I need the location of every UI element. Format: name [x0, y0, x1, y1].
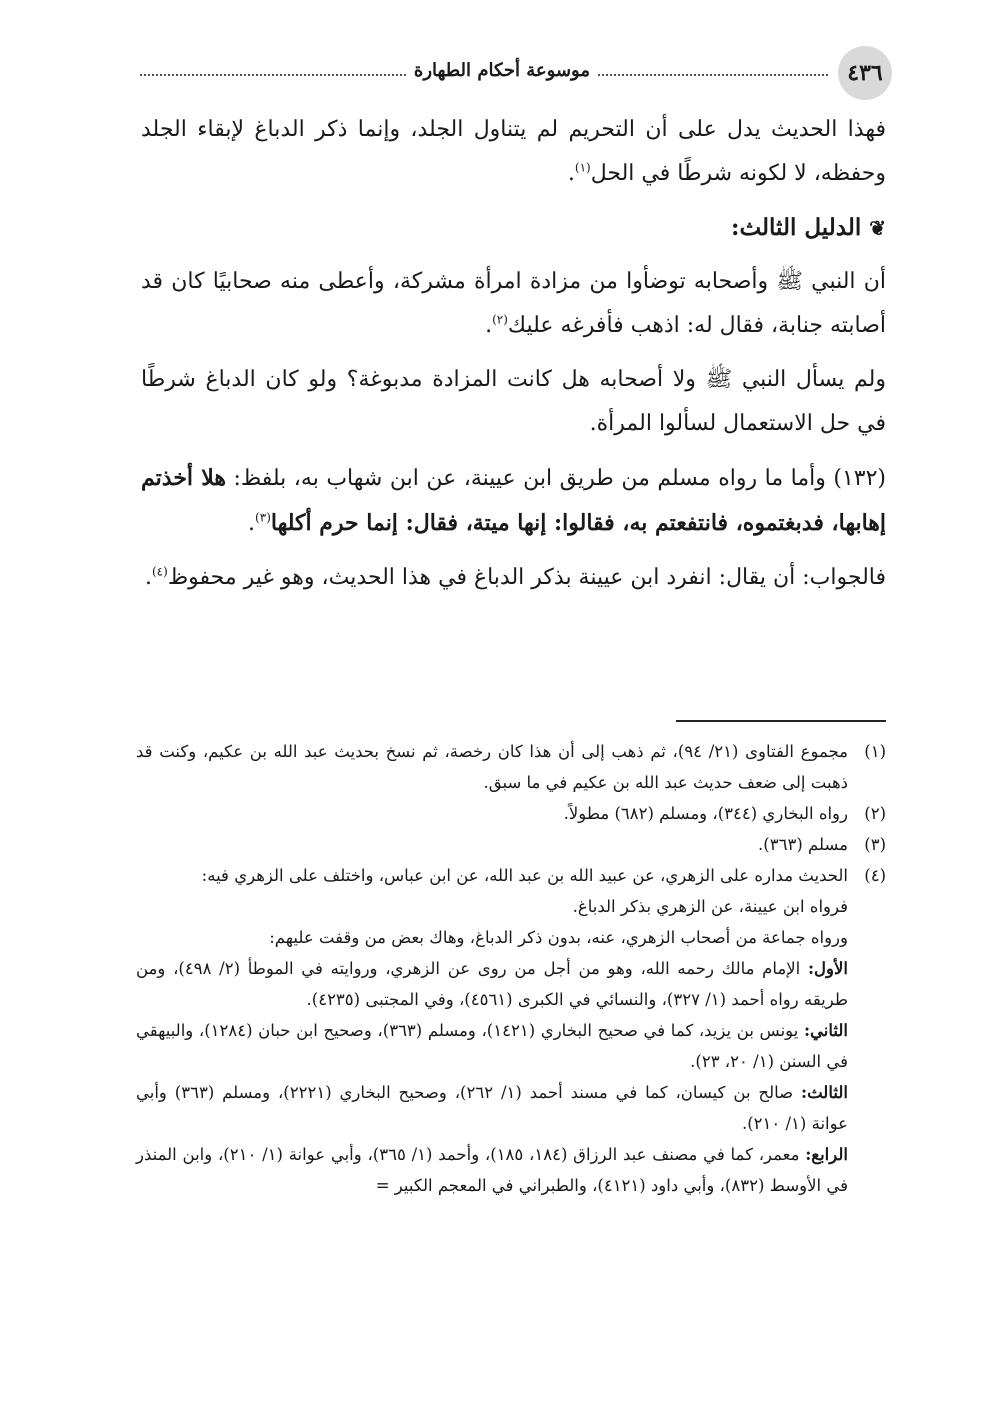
main-text: [141, 108, 886, 610]
footnote-number: (٢): [864, 804, 886, 823]
footnote-4-line-1: الحديث مداره على الزهري، عن عبيد الله بن عبد الله، عن ابن عباس، واختلف على الزهري فيه:: [201, 866, 848, 885]
page-header: [140, 46, 892, 102]
footnote-ref-3[interactable]: (٣): [255, 510, 271, 525]
footnotes: [136, 736, 886, 1201]
paragraph-2: أن النبي ﷺ وأصحابه توضأوا من مزادة امرأة مشركة، وأعطى منه صحابيًا كان قد أصابته جنابة، فقال له: اذهب فأفرغه عليك$^{(٢)}$.: [141, 269, 886, 338]
footnote-ref-2[interactable]: (٢): [492, 312, 508, 327]
footnote-ref-1[interactable]: (١): [574, 160, 591, 175]
footnote-1: [136, 736, 886, 798]
leaf-ornament-icon: ❦: [869, 216, 886, 240]
footnote-3: [136, 829, 886, 860]
footnote-ref-4[interactable]: (٤): [151, 564, 168, 579]
paragraph-5: فالجواب: أن يقال: انفرد ابن عيينة بذكر الدباغ في هذا الحديث، وهو غير محفوظ$^{(٤)}$.: [144, 564, 886, 590]
footnote-4-line-2: فرواه ابن عيينة، عن الزهري بذكر الدباغ.: [572, 897, 848, 916]
footnote-4-first: [136, 953, 848, 1015]
second-text: يونس بن يزيد، كما في صحيح البخاري (١٤٢١)، ومسلم (٣٦٣)، وصحيح ابن حبان (١٢٨٤)، والبيهقي في السنن (١/ ٢٠، ٢٣).: [136, 1021, 848, 1071]
fourth-label: الرابع:: [805, 1145, 848, 1164]
first-label: الأول:: [807, 959, 848, 978]
paragraph-5-text: فالجواب: أن يقال: انفرد ابن عيينة بذكر الدباغ في هذا الحديث، وهو غير محفوظ: [167, 565, 886, 590]
footnote-4: [136, 860, 886, 1201]
footnote-text: مجموع الفتاوى (٢١/ ٩٤)، ثم ذهب إلى أن هذا كان رخصة، ثم نسخ بحديث عبد الله بن عكيم، وكنت قد ذهبت إلى ضعف حديث عبد الله بن عكيم في ما سبق.: [136, 742, 848, 792]
footnote-number: (٤): [864, 866, 886, 885]
third-label: الثالث:: [801, 1083, 848, 1102]
header-dots-left: [140, 74, 406, 76]
section-heading-text: الدليل الثالث:: [730, 214, 862, 241]
footnote-2: [136, 798, 886, 829]
first-text: الإمام مالك رحمه الله، وهو من أجل من روى عن الزهري، وروايته في الموطأ (٢/ ٤٩٨)، ومن طريقه رواه أحمد (١/ ٣٢٧)، والنسائي في الكبرى (٤٥٦١)، وفي المجتبى (٤٢٣٥).: [136, 959, 848, 1009]
paragraph-4-text: (١٣٢) وأما ما رواه مسلم من طريق ابن عيينة، عن ابن شهاب به، بلفظ:: [225, 466, 886, 491]
section-heading: [141, 206, 886, 250]
paragraph-1-text: فهذا الحديث يدل على أن التحريم لم يتناول الجلد، وإنما ذكر الدباغ لإبقاء الجلد وحفظه، لا لكونه شرطًا في الحل: [141, 117, 886, 186]
second-label: الثاني:: [803, 1021, 849, 1040]
paragraph-4-hadith: هلا أخذتم إهابها، فدبغتموه، فانتفعتم به، فقالوا: إنها ميتة، فقال: إنما حرم أكلها: [141, 465, 886, 536]
footnote-number: (١): [864, 742, 886, 761]
header-dots-right: [598, 74, 828, 76]
footnote-text: رواه البخاري (٣٤٤)، ومسلم (٦٨٢) مطولاً.: [563, 804, 848, 823]
footnote-4-third: [136, 1077, 848, 1139]
paragraph-4: (١٣٢) وأما ما رواه مسلم من طريق ابن عيينة، عن ابن شهاب به، بلفظ: هلا أخذتم إهابها، فدبغتموه، فانتفعتم به، فقالوا: إنها ميتة، فقال: إنما حرم أكلها$^{(٣)}$.: [141, 465, 886, 536]
paragraph-2-text: أن النبي ﷺ وأصحابه توضأوا من مزادة امرأة مشركة، وأعطى منه صحابيًا كان قد أصابته جنابة، فقال له: اذهب فأفرغه عليك: [141, 269, 886, 338]
running-title: موسوعة أحكام الطهارة: [413, 60, 590, 81]
paragraph-1: فهذا الحديث يدل على أن التحريم لم يتناول الجلد، وإنما ذكر الدباغ لإبقاء الجلد وحفظه، لا لكونه شرطًا في الحل$^{(١)}$.: [141, 117, 886, 186]
page-number: ٤٣٦: [838, 46, 892, 100]
footnote-separator: [676, 720, 886, 722]
fourth-text: معمر، كما في مصنف عبد الرزاق (١٨٤، ١٨٥)، وأحمد (١/ ٣٦٥)، وأبي عوانة (١/ ٢١٠)، وابن المنذر في الأوسط (٨٣٢)، وأبي داود (٤١٢١)، والطبراني في المعجم الكبير =: [136, 1145, 848, 1195]
footnote-text: مسلم (٣٦٣).: [758, 835, 848, 854]
footnote-number: (٣): [864, 835, 886, 854]
third-text: صالح بن كيسان، كما في مسند أحمد (١/ ٢٦٢)، وصحيح البخاري (٢٢٢١)، ومسلم (٣٦٣) وأبي عوانة (١/ ٢١٠).: [136, 1083, 848, 1133]
footnote-4-second: [136, 1015, 848, 1077]
footnote-4-fourth: [136, 1139, 848, 1201]
footnote-4-line-3: ورواه جماعة من أصحاب الزهري، عنه، بدون ذكر الدباغ، وهاك بعض من وقفت عليهم:: [269, 928, 848, 947]
paragraph-3: ولم يسأل النبي ﷺ ولا أصحابه هل كانت المزادة مدبوغة؟ ولو كان الدباغ شرطًا في حل الاستعمال لسألوا المرأة.: [141, 367, 886, 436]
running-title-row: [140, 60, 828, 81]
